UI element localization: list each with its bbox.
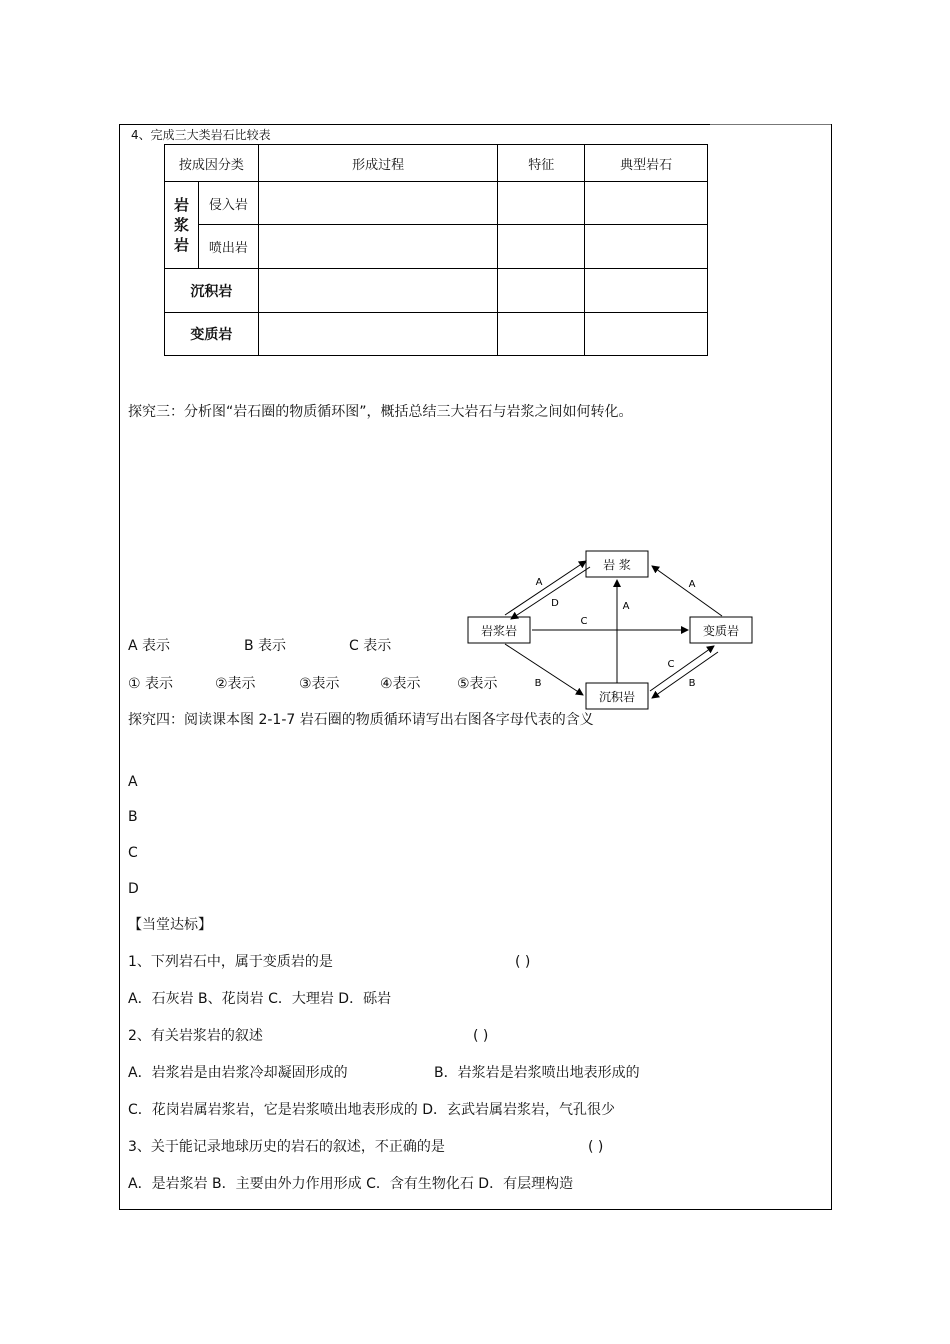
cell-metamorphic-examples[interactable] (585, 313, 708, 356)
letter-b-metamorphic-sedimentary: B (688, 678, 696, 689)
cell-metamorphic-process[interactable] (258, 313, 498, 356)
num5-represents: ⑤表示 (457, 676, 498, 692)
arrow-magma-to-igneous (511, 567, 590, 619)
header-classification: 按成因分类 (165, 145, 259, 182)
arrow-sedimentary-to-metamorphic (650, 646, 714, 691)
header-features: 特征 (498, 145, 585, 182)
letter-b-igneous-sedimentary: B (534, 678, 542, 689)
arrow-metamorphic-to-sedimentary (652, 652, 718, 698)
row-extrusive: 喷出岩 (198, 225, 258, 269)
num1-represents: ① 表示 (128, 676, 174, 692)
row-metamorphic: 变质岩 (165, 313, 259, 356)
cell-intrusive-process[interactable] (258, 182, 498, 225)
letter-list-c: C (128, 845, 138, 861)
q1-answer-paren[interactable]: ( ) (515, 954, 531, 970)
cell-sedimentary-features[interactable] (498, 269, 585, 313)
num4-represents: ④表示 (380, 676, 421, 692)
letter-list-d: D (128, 881, 139, 897)
group-char-1: 岩 (173, 196, 189, 214)
arrow-igneous-to-magma (505, 561, 586, 615)
q2-stem: 2、有关岩浆岩的叙述 (128, 1028, 263, 1044)
q3-options: A．是岩浆岩 B．主要由外力作用形成 C．含有生物化石 D．有层理构造 (128, 1176, 574, 1192)
cell-sedimentary-examples[interactable] (585, 269, 708, 313)
q2-option-b: B．岩浆岩是岩浆喷出地表形成的 (434, 1065, 640, 1081)
b-represents: B 表示 (244, 638, 287, 654)
cell-intrusive-examples[interactable] (585, 182, 708, 225)
header-process: 形成过程 (258, 145, 498, 182)
q2-option-a: A．岩浆岩是由岩浆冷却凝固形成的 (128, 1065, 348, 1081)
letter-list-a: A (128, 774, 138, 790)
explore-three-text: 探究三：分析图“岩石圈的物质循环图”，概括总结三大岩石与岩浆之间如何转化。 (128, 404, 633, 420)
label-igneous: 岩浆岩 (480, 624, 518, 638)
frame-top-line (119, 124, 710, 125)
row-sedimentary: 沉积岩 (165, 269, 259, 313)
q1-options: A．石灰岩 B、花岗岩 C．大理岩 D．砾岩 (128, 991, 392, 1007)
header-examples: 典型岩石 (585, 145, 708, 182)
group-char-2: 浆 (173, 216, 189, 234)
cell-sedimentary-process[interactable] (258, 269, 498, 313)
cell-intrusive-features[interactable] (498, 182, 585, 225)
row-intrusive: 侵入岩 (198, 182, 258, 225)
q2-option-cd: C．花岗岩属岩浆岩，它是岩浆喷出地表形成的 D．玄武岩属岩浆岩，气孔很少 (128, 1102, 616, 1118)
group-char-3: 岩 (173, 236, 189, 254)
q2-answer-paren[interactable]: ( ) (473, 1028, 489, 1044)
letter-c-igneous-metamorphic: C (580, 616, 588, 627)
c-represents: C 表示 (349, 638, 392, 654)
q3-stem: 3、关于能记录地球历史的岩石的叙述，不正确的是 (128, 1139, 445, 1155)
letter-a-igneous-magma: A (535, 577, 543, 588)
letter-d-magma-igneous: D (551, 598, 559, 609)
section-title: 【当堂达标】 (128, 917, 212, 933)
arrow-metamorphic-to-magma (652, 566, 722, 616)
q1-stem: 1、下列岩石中，属于变质岩的是 (128, 954, 333, 970)
a-represents: A 表示 (128, 638, 171, 654)
letter-a-sedimentary-magma: A (622, 601, 630, 612)
rock-cycle-diagram (460, 540, 760, 720)
cell-metamorphic-features[interactable] (498, 313, 585, 356)
letter-a-metamorphic-magma: A (688, 579, 696, 590)
frame-top-line-right (710, 124, 831, 125)
igneous-group-label (165, 182, 199, 269)
arrow-igneous-to-sedimentary (505, 644, 583, 695)
num2-represents: ②表示 (215, 676, 256, 692)
label-metamorphic: 变质岩 (702, 624, 740, 638)
cell-extrusive-process[interactable] (258, 225, 498, 269)
rock-comparison-table (164, 144, 708, 356)
letter-c-sedimentary-metamorphic: C (667, 659, 675, 670)
label-magma: 岩 浆 (603, 558, 631, 572)
q3-answer-paren[interactable]: ( ) (588, 1139, 604, 1155)
cell-extrusive-examples[interactable] (585, 225, 708, 269)
explore-four-text: 探究四：阅读课本图 2-1-7 岩石圈的物质循环请写出右图各字母代表的含义 (128, 712, 594, 728)
num3-represents: ③表示 (299, 676, 340, 692)
cell-extrusive-features[interactable] (498, 225, 585, 269)
table-heading: 4、完成三大类岩石比较表 (131, 128, 271, 142)
label-sedimentary: 沉积岩 (598, 690, 636, 704)
letter-list-b: B (128, 809, 138, 825)
